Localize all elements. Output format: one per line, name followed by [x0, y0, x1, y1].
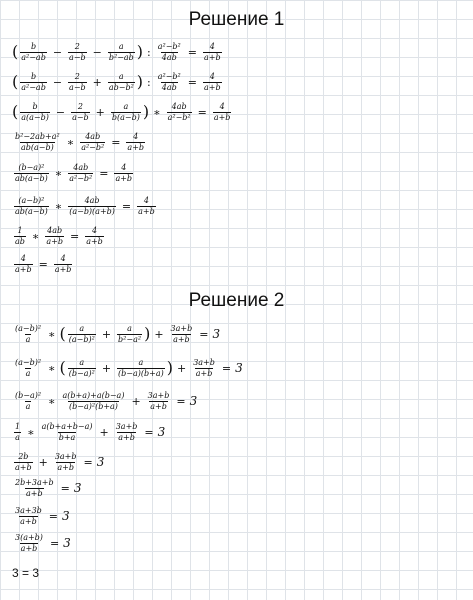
denominator: a−b — [69, 52, 86, 62]
denominator: a−b — [72, 112, 89, 122]
paren: ) — [144, 324, 151, 343]
denominator: b(a−b) — [111, 112, 140, 122]
numerator: 2 — [74, 71, 80, 81]
numerator: a — [118, 71, 124, 81]
fraction — [20, 43, 47, 62]
paren: ) — [166, 358, 173, 377]
denominator: a+b — [195, 368, 213, 378]
s1-line-5 — [12, 159, 135, 187]
denominator: 4ab — [161, 82, 177, 92]
result: 3 — [62, 509, 70, 523]
denominator: a²−ab — [21, 52, 46, 62]
denominator: (a−b)² — [68, 334, 95, 344]
denominator: a+b — [173, 334, 190, 344]
fraction — [213, 103, 232, 122]
numerator: b — [30, 41, 37, 51]
fraction — [108, 43, 135, 62]
operator: ∗ — [48, 394, 56, 408]
operator: = — [197, 105, 207, 119]
denominator: a²−b² — [167, 112, 191, 122]
s2-line-4 — [12, 418, 165, 446]
denominator: a+b — [54, 264, 72, 274]
operator: = — [221, 361, 232, 375]
numerator: 4 — [219, 101, 225, 111]
operator: : — [147, 45, 151, 59]
fraction — [117, 325, 142, 344]
numerator: a(b+a+b−a) — [41, 421, 93, 431]
denominator: b²−a² — [118, 334, 142, 344]
numerator: 4 — [20, 253, 26, 263]
denominator: a — [25, 401, 31, 411]
fraction — [14, 325, 42, 344]
paren: ( — [12, 72, 19, 91]
operator: = — [60, 481, 70, 495]
numerator: b²−2ab+a² — [15, 131, 60, 141]
operator: = — [38, 257, 48, 271]
s2-line-9 — [12, 559, 39, 587]
operator: = — [187, 75, 197, 89]
operator: − — [92, 45, 102, 59]
numerator: 2 — [77, 101, 83, 111]
result: 3 — [157, 425, 166, 439]
denominator: a+b — [20, 516, 37, 526]
denominator: a+b — [86, 236, 103, 246]
s1-line-8 — [12, 250, 74, 278]
paren: ) — [136, 42, 144, 61]
fraction — [157, 43, 182, 62]
s1-line-4 — [12, 128, 147, 156]
s2-line-6 — [12, 474, 81, 502]
s2-line-2 — [12, 354, 243, 382]
s1-line-7 — [12, 222, 106, 250]
numerator: 2 — [74, 41, 80, 51]
paren: ) — [142, 102, 150, 121]
operator: = — [144, 425, 154, 439]
numerator: b — [30, 71, 37, 81]
fraction — [20, 103, 50, 122]
numerator: a — [138, 357, 144, 367]
numerator: a — [123, 101, 129, 111]
denominator: (b−a)² — [68, 368, 95, 378]
s1-line-3 — [12, 98, 233, 126]
numerator: (b−a)² — [15, 390, 42, 400]
denominator: ab(a−b) — [20, 142, 54, 152]
denominator: (b−a)²(b+a) — [69, 401, 118, 411]
denominator: a+b — [20, 543, 38, 553]
numerator: a²−b² — [157, 41, 181, 51]
operator: = — [48, 509, 58, 523]
operator: = — [121, 199, 132, 213]
operator: ∗ — [66, 135, 75, 149]
operator: − — [55, 105, 66, 119]
numerator: 4 — [60, 253, 66, 263]
operator: − — [52, 45, 63, 59]
operator: + — [101, 361, 112, 375]
numerator: 3a+b — [147, 390, 170, 400]
denominator: a+b — [15, 264, 32, 274]
paren: ( — [12, 42, 19, 61]
fraction — [147, 392, 171, 411]
numerator: b — [32, 101, 38, 111]
operator: ∗ — [54, 199, 63, 213]
operator: + — [99, 425, 109, 439]
denominator: a+b — [150, 401, 167, 411]
denominator: a²−b² — [69, 173, 93, 183]
operator: = — [69, 229, 80, 243]
denominator: a+b — [138, 206, 155, 216]
fraction — [68, 197, 116, 216]
numerator: 4ab — [47, 225, 63, 235]
fraction — [126, 133, 145, 152]
s2-line-3 — [12, 387, 197, 415]
operator: + — [38, 455, 48, 469]
numerator: 4 — [209, 71, 215, 81]
fraction — [108, 73, 135, 92]
fraction — [167, 103, 192, 122]
numerator: 2b — [18, 451, 29, 461]
operator: = — [111, 135, 121, 149]
numerator: 3a+b — [193, 357, 215, 367]
numerator: (a−b)² — [18, 195, 45, 205]
fraction — [203, 73, 222, 92]
operator: + — [101, 327, 112, 341]
denominator: a — [25, 368, 31, 378]
denominator: ab(a−b) — [15, 206, 48, 216]
denominator: a²−ab — [21, 82, 46, 92]
denominator: a+b — [203, 82, 221, 92]
numerator: a — [127, 323, 132, 333]
fraction — [14, 255, 33, 274]
numerator: a — [79, 323, 85, 333]
denominator: (a−b)(a+b) — [69, 206, 115, 216]
final-result: 3 = 3 — [12, 566, 40, 580]
fraction — [170, 325, 194, 344]
numerator: 1 — [17, 225, 23, 235]
numerator: (a−b)² — [15, 323, 42, 333]
operator: + — [176, 361, 187, 375]
fraction — [14, 453, 33, 472]
operator: = — [83, 455, 93, 469]
operator: = — [187, 45, 197, 59]
heading-solution-2: Решение 2 — [188, 290, 285, 311]
numerator: 4 — [143, 195, 149, 205]
numerator: 3(a+b) — [15, 532, 43, 542]
fraction — [14, 392, 42, 411]
operator: : — [147, 75, 151, 89]
denominator: a+b — [203, 52, 221, 62]
fraction — [62, 392, 126, 411]
denominator: ab−b² — [108, 82, 134, 92]
denominator: a²−b² — [81, 142, 105, 152]
fraction — [14, 479, 55, 498]
operator: = — [199, 327, 209, 341]
paren: ) — [136, 72, 144, 91]
numerator: (a−b)² — [15, 357, 42, 367]
s1-line-6 — [12, 192, 158, 220]
denominator: a+b — [15, 462, 32, 472]
denominator: ab(a−b) — [15, 173, 48, 183]
s2-line-1 — [12, 320, 220, 348]
heading-solution-1: Решение 1 — [188, 9, 285, 30]
operator: ∗ — [48, 327, 56, 341]
fraction — [111, 103, 141, 122]
denominator: b²−ab — [108, 52, 134, 62]
numerator: 4 — [133, 131, 139, 141]
result: 3 — [96, 455, 105, 469]
operator: ∗ — [31, 229, 40, 243]
operator: ∗ — [54, 166, 63, 180]
fraction — [85, 227, 104, 246]
fraction — [114, 164, 133, 183]
result: 3 — [235, 361, 243, 375]
fraction — [68, 359, 96, 378]
numerator: 4 — [91, 225, 98, 235]
s2-line-7 — [12, 502, 70, 530]
numerator: 3a+b — [170, 323, 193, 333]
denominator: a+b — [57, 462, 74, 472]
operator: ∗ — [48, 361, 56, 375]
fraction — [14, 423, 21, 442]
fraction — [14, 133, 61, 152]
operator: + — [131, 394, 141, 408]
denominator: 4ab — [161, 52, 177, 62]
fraction — [20, 73, 47, 92]
numerator: 4ab — [171, 101, 187, 111]
fraction — [14, 164, 49, 183]
numerator: 4ab — [73, 162, 89, 172]
denominator: a+b — [118, 432, 135, 442]
operator: = — [99, 166, 109, 180]
result: 3 — [63, 536, 71, 550]
result: 3 — [189, 394, 198, 408]
denominator: a+b — [213, 112, 231, 122]
fraction — [68, 164, 93, 183]
denominator: (b−a)(b+a) — [118, 368, 164, 378]
fraction — [68, 43, 87, 62]
denominator: a+b — [127, 142, 145, 152]
numerator: 4ab — [84, 195, 100, 205]
result: 3 — [73, 481, 82, 495]
fraction — [14, 507, 43, 526]
denominator: a(a−b) — [21, 112, 49, 122]
numerator: 4ab — [85, 131, 101, 141]
fraction — [14, 197, 49, 216]
operator: − — [52, 75, 63, 89]
fraction — [68, 325, 96, 344]
fraction — [41, 423, 94, 442]
fraction — [54, 453, 78, 472]
numerator: 1 — [15, 421, 21, 431]
fraction — [117, 359, 165, 378]
s2-line-8 — [12, 529, 71, 557]
numerator: 4 — [209, 41, 215, 51]
denominator: b+a — [58, 432, 76, 442]
numerator: 3a+b — [115, 421, 138, 431]
fraction — [192, 359, 216, 378]
numerator: 2b+3a+b — [15, 477, 54, 487]
fraction — [203, 43, 222, 62]
fraction — [68, 73, 87, 92]
numerator: 4 — [121, 162, 127, 172]
operator: + — [154, 327, 164, 341]
denominator: a — [25, 334, 31, 344]
paren: ( — [59, 358, 66, 377]
operator: ∗ — [27, 425, 35, 439]
fraction — [157, 73, 182, 92]
operator: = — [49, 536, 60, 550]
numerator: (b−a)² — [18, 162, 45, 172]
numerator: 3a+3b — [15, 505, 42, 515]
denominator: a — [15, 432, 20, 442]
s2-line-5 — [12, 448, 104, 476]
denominator: ab — [15, 236, 25, 246]
s1-line-2 — [12, 68, 224, 96]
operator: = — [176, 394, 186, 408]
operator: + — [95, 105, 105, 119]
numerator: a²−b² — [157, 71, 181, 81]
result: 3 — [212, 327, 221, 341]
denominator: a+b — [46, 236, 63, 246]
fraction — [45, 227, 64, 246]
numerator: a — [79, 357, 85, 367]
denominator: a+b — [26, 488, 43, 498]
fraction — [14, 534, 44, 553]
fraction — [115, 423, 139, 442]
numerator: a — [118, 41, 124, 51]
fraction — [14, 359, 42, 378]
operator: + — [92, 75, 102, 89]
fraction — [71, 103, 90, 122]
numerator: 3a+b — [54, 451, 77, 461]
denominator: a−b — [69, 82, 86, 92]
denominator: a+b — [115, 173, 133, 183]
fraction — [80, 133, 105, 152]
paren: ( — [12, 102, 19, 121]
operator: ∗ — [153, 105, 161, 119]
numerator: a(b+a)+a(b−a) — [62, 390, 125, 400]
fraction — [137, 197, 156, 216]
paren: ( — [59, 324, 66, 343]
s1-line-1 — [12, 38, 224, 66]
fraction — [54, 255, 73, 274]
fraction — [14, 227, 26, 246]
